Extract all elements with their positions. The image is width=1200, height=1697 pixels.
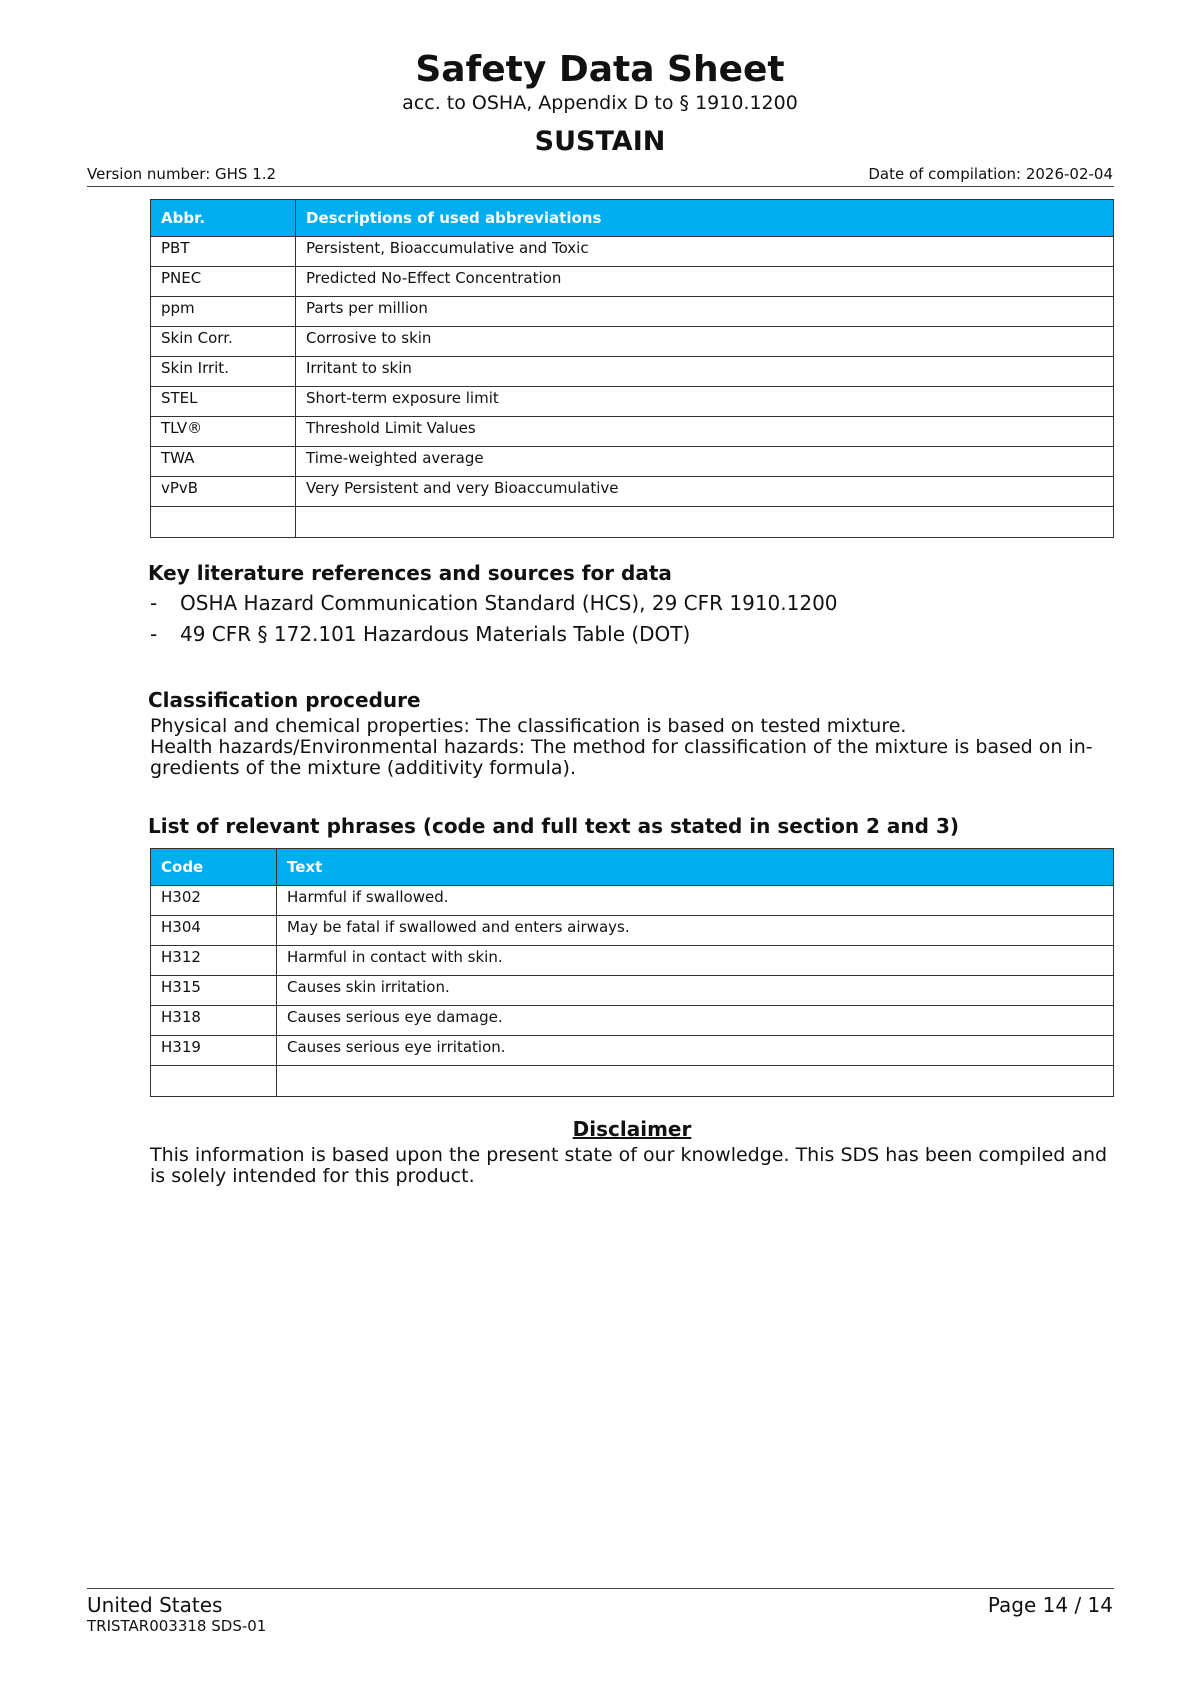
document-subtitle: acc. to OSHA, Appendix D to § 1910.1200	[402, 92, 798, 114]
description-cell: Threshold Limit Values	[296, 417, 1114, 447]
description-cell: Very Persistent and very Bioaccumulative	[296, 477, 1114, 507]
abbr-cell: PBT	[151, 237, 296, 267]
text-cell: May be fatal if swallowed and enters airways.	[277, 916, 1114, 946]
classification-line: gredients of the mixture (additivity formula).	[150, 757, 576, 779]
classification-heading: Classification procedure	[148, 688, 421, 712]
code-cell: H312	[151, 946, 277, 976]
text-cell: Causes serious eye irritation.	[277, 1036, 1114, 1066]
empty-cell	[151, 507, 296, 538]
table-row	[151, 976, 1114, 1006]
abbr-cell: Skin Irrit.	[151, 357, 296, 387]
classification-line: Physical and chemical properties: The classification is based on tested mixture.	[150, 715, 907, 737]
literature-item	[150, 591, 838, 615]
bullet: -	[150, 591, 158, 615]
description-cell: Irritant to skin	[296, 357, 1114, 387]
table-row	[151, 267, 1114, 297]
table-row	[151, 237, 1114, 267]
abbr-cell: TLV®	[151, 417, 296, 447]
abbr-cell: vPvB	[151, 477, 296, 507]
table-row	[151, 477, 1114, 507]
empty-cell	[296, 507, 1114, 538]
empty-cell	[151, 1066, 277, 1097]
description-cell: Persistent, Bioaccumulative and Toxic	[296, 237, 1114, 267]
description-cell: Predicted No-Effect Concentration	[296, 267, 1114, 297]
abbr-column-header: Abbr.	[151, 200, 296, 237]
empty-cell	[277, 1066, 1114, 1097]
footer-divider	[87, 1588, 1114, 1589]
table-row	[151, 946, 1114, 976]
table-row	[151, 297, 1114, 327]
phrases-table	[150, 848, 1114, 1097]
literature-item-text: 49 CFR § 172.101 Hazardous Materials Table (DOT)	[180, 622, 691, 646]
code-cell: H319	[151, 1036, 277, 1066]
code-cell: H318	[151, 1006, 277, 1036]
table-row	[151, 1066, 1114, 1097]
abbr-cell: ppm	[151, 297, 296, 327]
table-row	[151, 327, 1114, 357]
literature-heading: Key literature references and sources for data	[148, 561, 672, 585]
disclaimer-line: is solely intended for this product.	[150, 1165, 475, 1187]
table-header-row	[151, 849, 1114, 886]
table-row	[151, 507, 1114, 538]
code-cell: H302	[151, 886, 277, 916]
abbreviations-table	[150, 199, 1114, 538]
disclaimer-line: This information is based upon the present state of our knowledge. This SDS has been compiled and	[150, 1144, 1108, 1166]
table-row	[151, 1036, 1114, 1066]
text-column-header: Text	[277, 849, 1114, 886]
abbr-cell: STEL	[151, 387, 296, 417]
table-row	[151, 1006, 1114, 1036]
footer-country: United States	[87, 1593, 223, 1617]
abbr-cell: PNEC	[151, 267, 296, 297]
table-row	[151, 387, 1114, 417]
phrases-heading: List of relevant phrases (code and full text as stated in section 2 and 3)	[148, 814, 959, 838]
code-column-header: Code	[151, 849, 277, 886]
version-number: Version number: GHS 1.2	[87, 165, 277, 183]
document-code: TRISTAR003318 SDS-01	[87, 1617, 267, 1635]
code-cell: H304	[151, 916, 277, 946]
header-divider	[87, 186, 1114, 187]
table-row	[151, 357, 1114, 387]
text-cell: Causes serious eye damage.	[277, 1006, 1114, 1036]
product-name: SUSTAIN	[534, 126, 666, 157]
compilation-date: Date of compilation: 2026-02-04	[868, 165, 1113, 183]
abbr-cell: TWA	[151, 447, 296, 477]
text-cell: Harmful if swallowed.	[277, 886, 1114, 916]
description-cell: Parts per million	[296, 297, 1114, 327]
classification-text	[150, 716, 1110, 779]
description-cell: Short-term exposure limit	[296, 387, 1114, 417]
code-cell: H315	[151, 976, 277, 1006]
description-cell: Corrosive to skin	[296, 327, 1114, 357]
disclaimer-heading: Disclaimer	[572, 1117, 692, 1141]
text-cell: Causes skin irritation.	[277, 976, 1114, 1006]
table-row	[151, 886, 1114, 916]
classification-line: Health hazards/Environmental hazards: The method for classification of the mixture is based on in-	[150, 736, 1093, 758]
disclaimer-text	[150, 1145, 1110, 1187]
text-cell: Harmful in contact with skin.	[277, 946, 1114, 976]
page-number: Page 14 / 14	[987, 1593, 1113, 1617]
literature-item	[150, 622, 690, 646]
table-row	[151, 417, 1114, 447]
table-row	[151, 447, 1114, 477]
literature-item-text: OSHA Hazard Communication Standard (HCS), 29 CFR 1910.1200	[180, 591, 838, 615]
abbr-cell: Skin Corr.	[151, 327, 296, 357]
table-header-row	[151, 200, 1114, 237]
bullet: -	[150, 622, 158, 646]
table-row	[151, 916, 1114, 946]
description-column-header: Descriptions of used abbreviations	[296, 200, 1114, 237]
document-title: Safety Data Sheet	[415, 49, 785, 90]
description-cell: Time-weighted average	[296, 447, 1114, 477]
